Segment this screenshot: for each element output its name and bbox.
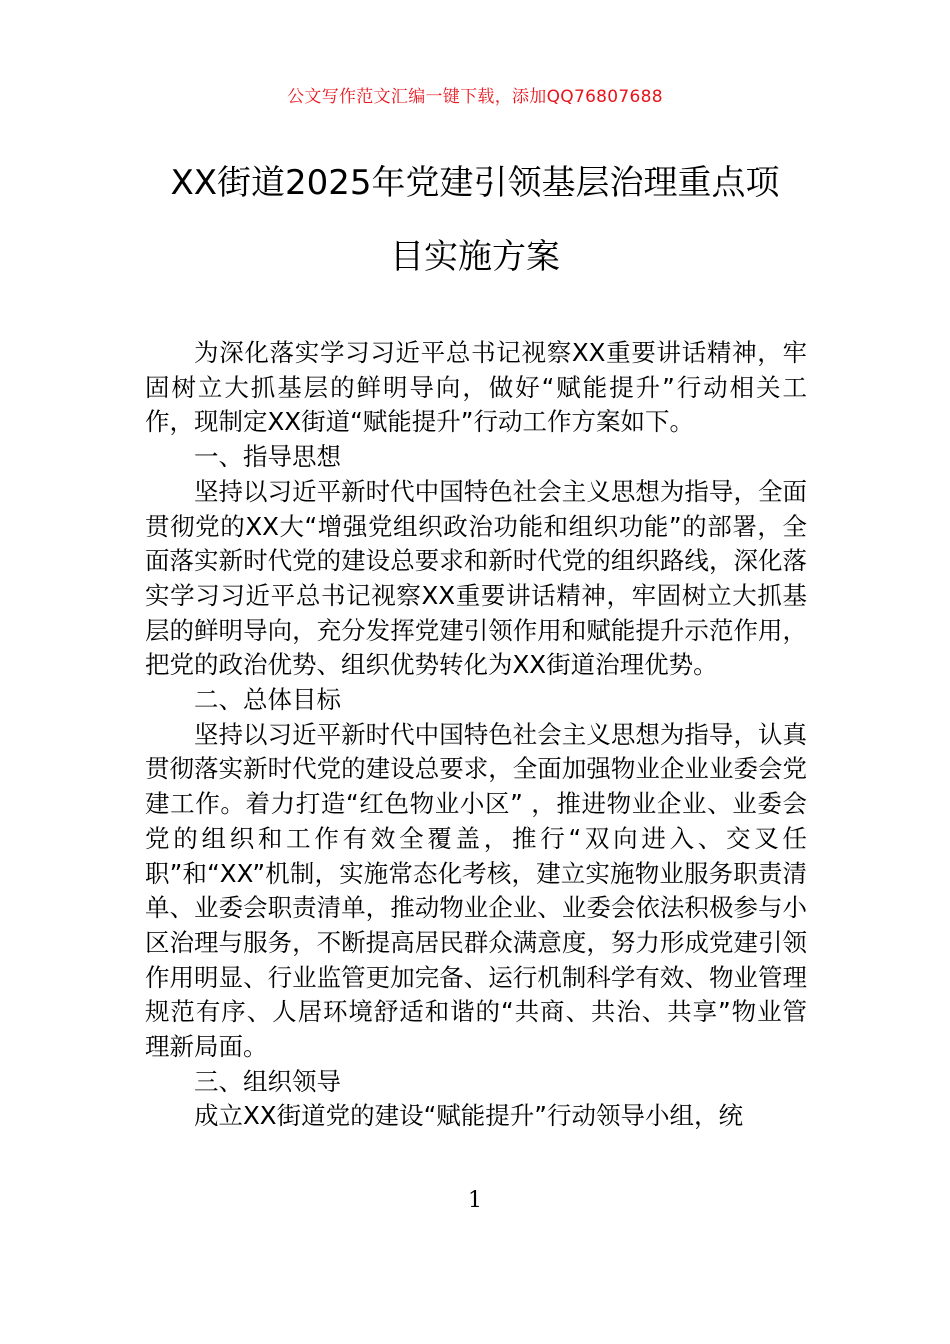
document-body <box>145 336 807 1134</box>
document-title-line-2: 目实施方案 <box>390 237 560 277</box>
section-heading-overall-goals: 二、总体目标 <box>194 685 341 715</box>
section-heading-guiding-ideology: 一、指导思想 <box>194 442 341 472</box>
guiding-ideology-paragraph: 坚持以习近平新时代中国特色社会主义思想为指导，全面贯彻党的XX大“增强党组织政治功能和组织功能”的部署，全面落实新时代党的建设总要求和新时代党的组织路线，深化落实学习习近平总书记视察XX重要讲话精神，牢固树立大抓基层的鲜明导向，充分发挥党建引领作用和赋能提升示范作用，把党的政治优势、组织优势转化为XX街道治理优势。 <box>145 476 807 680</box>
intro-paragraph: 为深化落实学习习近平总书记视察XX重要讲话精神，牢固树立大抓基层的鲜明导向，做好“赋能提升”行动相关工作，现制定XX街道“赋能提升”行动工作方案如下。 <box>145 338 807 437</box>
download-promo-note: 公文写作范文汇编一键下载，添加QQ76807688 <box>287 87 663 107</box>
document-title <box>120 160 830 308</box>
page-number: 1 <box>468 1188 482 1213</box>
document-title-line-1: XX街道2025年党建引领基层治理重点项 <box>170 163 780 203</box>
section-heading-organizational-leadership: 三、组织领导 <box>194 1066 341 1096</box>
overall-goals-paragraph: 坚持以习近平新时代中国特色社会主义思想为指导，认真贯彻落实新时代党的建设总要求，全面加强物业企业业委会党建工作。着力打造“红色物业小区” ，推进物业企业、业委会党的组织和工作有效全覆盖，推行“双向进入、交叉任职”和“XX”机制，实施常态化考核，建立实施物业服务职责清单、业委会职责清单，推动物业企业、业委会依法积极参与小区治理与服务，不断提高居民群众满意度，努力形成党建引领作用明显、行业监管更加完备、运行机制科学有效、物业管理规范有序、人居环境舒适和谐的“共商、共治、共享”物业管理新局面。 <box>145 719 807 1062</box>
organizational-leadership-paragraph: 成立XX街道党的建设“赋能提升”行动领导小组，统 <box>194 1101 743 1131</box>
